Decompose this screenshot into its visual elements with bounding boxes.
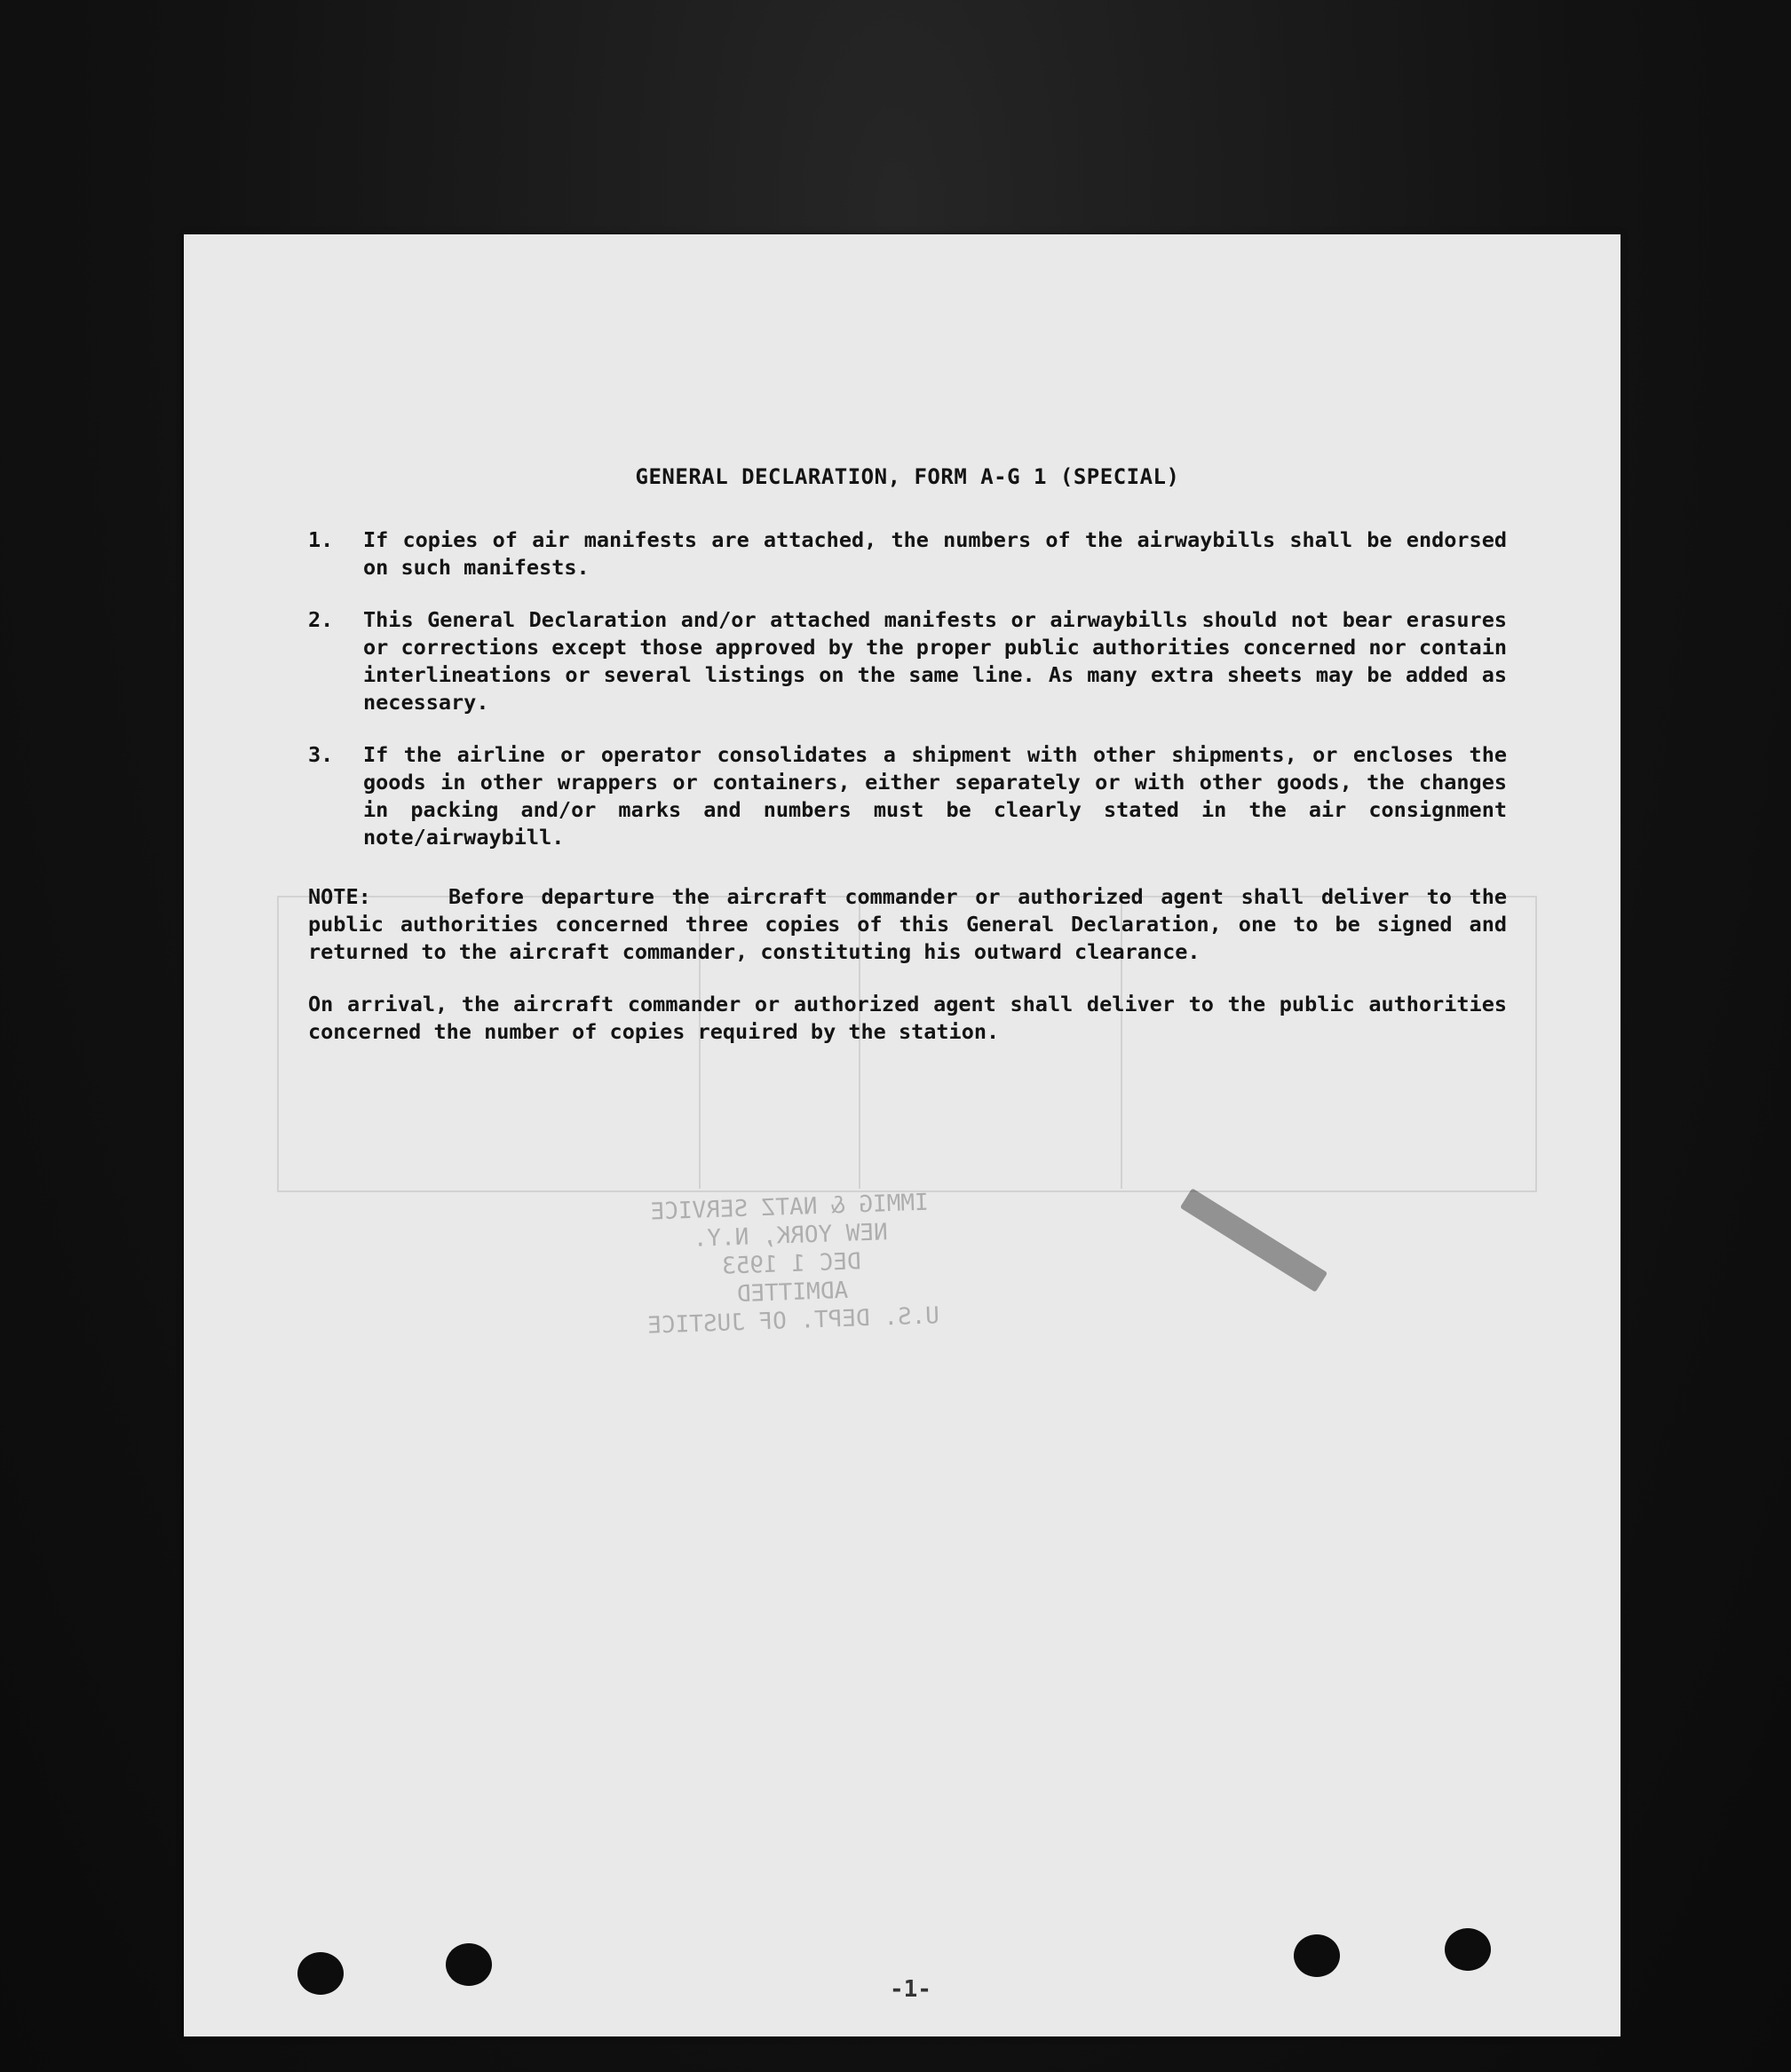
stamp-line: ADMITTED bbox=[736, 1277, 849, 1309]
arrival-paragraph: On arrival, the aircraft commander or authorized agent shall deliver to the public authorities concerned the number of copies required by the station. bbox=[308, 992, 1507, 1044]
page-number: -1- bbox=[890, 1976, 931, 2003]
stamp-line: U.S. DEPT. OF JUSTICE bbox=[646, 1302, 940, 1340]
item-number: 1. bbox=[308, 527, 334, 552]
stamp-mark bbox=[1180, 1188, 1327, 1292]
immigration-stamp bbox=[643, 1188, 939, 1340]
stamp-line: NEW YORK, N.Y. bbox=[693, 1219, 889, 1253]
instruction-item bbox=[308, 606, 1507, 716]
punch-hole bbox=[446, 1943, 492, 1986]
instruction-item bbox=[308, 526, 1507, 581]
note-label: NOTE: bbox=[308, 884, 371, 909]
punch-hole bbox=[1294, 1934, 1340, 1977]
note-text: Before departure the aircraft commander or authorized agent shall deliver to the public authorities concerned three copies of this General Declaration, one to be signed and returned to the aircraft commander, constituting his outward clearance. bbox=[308, 884, 1507, 964]
instruction-item bbox=[308, 741, 1507, 851]
document-page bbox=[184, 234, 1621, 2036]
stamp-line: DEC 1 1953 bbox=[721, 1248, 862, 1280]
stamp-line: IMMIG & NATZ SERVICE bbox=[650, 1189, 930, 1226]
item-number: 3. bbox=[308, 742, 334, 767]
document-title: GENERAL DECLARATION, FORM A-G 1 (SPECIAL) bbox=[635, 464, 1180, 489]
punch-hole bbox=[1445, 1928, 1491, 1971]
item-text: This General Declaration and/or attached manifests or airwaybills should not bear erasures or corrections except those approved by the proper public authorities concerned nor contain interlineations or several listings on the same line. As many extra sheets may be added as necessary. bbox=[363, 607, 1507, 715]
declaration-instructions bbox=[308, 463, 1507, 1046]
note-paragraph bbox=[308, 883, 1507, 966]
item-text: If the airline or operator consolidates a shipment with other shipments, or encloses the goods in other wrappers or containers, either separately or with other goods, the changes in packing and/or marks and numbers must be clearly stated in the air consignment note/airwaybill. bbox=[363, 742, 1507, 850]
item-text: If copies of air manifests are attached, the numbers of the airwaybills shall be endorsed on such manifests. bbox=[363, 527, 1507, 580]
punch-hole bbox=[297, 1952, 344, 1995]
item-number: 2. bbox=[308, 607, 334, 632]
